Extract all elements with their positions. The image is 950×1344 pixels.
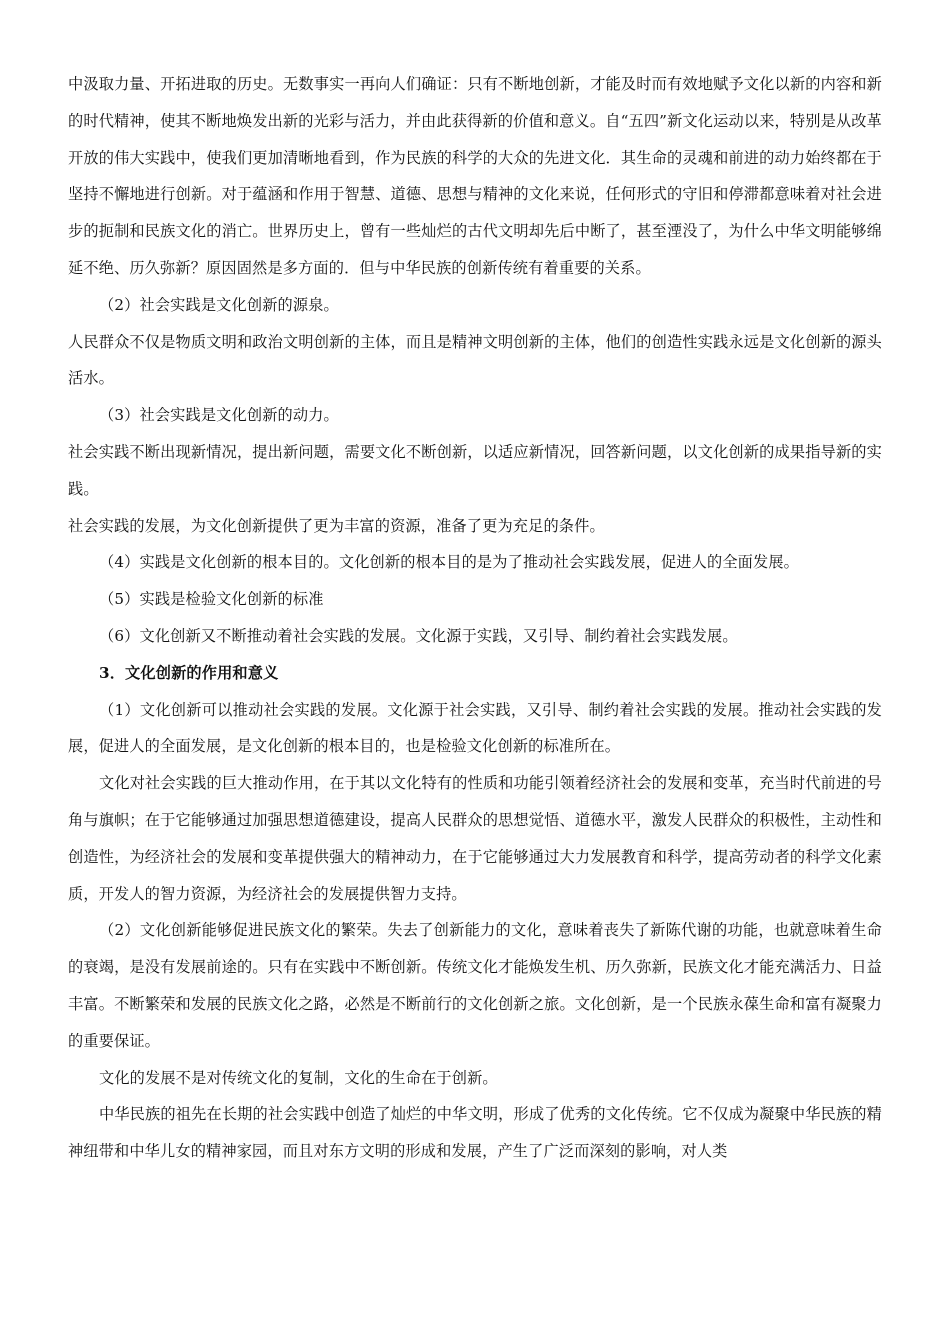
point-3-body-2: 社会实践的发展，为文化创新提供了更为丰富的资源，准备了更为充足的条件。 bbox=[68, 516, 605, 535]
chinese-civilization-paragraph: 中华民族的祖先在长期的社会实践中创造了灿烂的中华文明，形成了优秀的文化传统。它不仅成为凝聚中华民族的精神纽带和中华儿女的精神家园，而且对东方文明的形成和发展，产生了广泛而深刻的影响，对人类 bbox=[68, 1105, 882, 1161]
role-1-detail: 文化对社会实践的巨大推动作用，在于其以文化特有的性质和功能引领着经济社会的发展和变革，充当时代前进的号角与旗帜；在于它能够通过加强思想道德建设，提高人民群众的思想觉悟、道德水平，激发人民群众的积极性，主动性和创造性，为经济社会的发展和变革提供强大的精神动力，在于它能够通过大力发展教育和科学，提高劳动者的科学文化素质，开发人的智力资源，为经济社会的发展提供智力支持。 bbox=[68, 774, 882, 903]
culture-life-statement: 文化的发展不是对传统文化的复制，文化的生命在于创新。 bbox=[99, 1068, 498, 1087]
point-2-heading: （2）社会实践是文化创新的源泉。 bbox=[99, 295, 339, 314]
point-3-heading: （3）社会实践是文化创新的动力。 bbox=[99, 406, 339, 425]
document-page bbox=[68, 66, 882, 1170]
section-3-heading: 3．文化创新的作用和意义 bbox=[99, 663, 279, 682]
role-2-paragraph: （2）文化创新能够促进民族文化的繁荣。失去了创新能力的文化，意味着丧失了新陈代谢的功能，也就意味着生命的衰竭，是没有发展前途的。只有在实践中不断创新。传统文化才能焕发生机、历久弥新，民族文化才能充满活力、日益丰富。不断繁荣和发展的民族文化之路，必然是不断前行的文化创新之旅。文化创新，是一个民族永葆生命和富有凝聚力的重要保证。 bbox=[68, 921, 882, 1050]
paragraph-history-innovation: 中汲取力量、开拓进取的历史。无数事实一再向人们确证：只有不断地创新，才能及时而有效地赋予文化以新的内容和新的时代精神，使其不断地焕发出新的光彩与活力，并由此获得新的价值和意义。自“五四”新文化运动以来，特别是从改革开放的伟大实践中，使我们更加清晰地看到，作为民族的科学的大众的先进文化．其生命的灵魂和前进的动力始终都在于坚持不懈地进行创新。对于蕴涵和作用于智慧、道德、思想与精神的文化来说，任何形式的守旧和停滞都意味着对社会进步的扼制和民族文化的消亡。世界历史上，曾有一些灿烂的古代文明却先后中断了，甚至湮没了，为什么中华文明能够绵延不绝、历久弥新？原因固然是多方面的．但与中华民族的创新传统有着重要的关系。 bbox=[68, 75, 882, 277]
role-1-paragraph: （1）文化创新可以推动社会实践的发展。文化源于社会实践，又引导、制约着社会实践的发展。推动社会实践的发展，促进人的全面发展，是文化创新的根本目的，也是检验文化创新的标准所在。 bbox=[68, 700, 882, 756]
point-6: （6）文化创新又不断推动着社会实践的发展。文化源于实践，又引导、制约着社会实践发展。 bbox=[99, 626, 738, 645]
point-2-body: 人民群众不仅是物质文明和政治文明创新的主体，而且是精神文明创新的主体，他们的创造性实践永远是文化创新的源头活水。 bbox=[68, 332, 882, 388]
point-4: （4）实践是文化创新的根本目的。文化创新的根本目的是为了推动社会实践发展，促进人的全面发展。 bbox=[99, 553, 799, 572]
point-5: （5）实践是检验文化创新的标准 bbox=[99, 590, 324, 609]
point-3-body-1: 社会实践不断出现新情况，提出新问题，需要文化不断创新，以适应新情况，回答新问题，以文化创新的成果指导新的实践。 bbox=[68, 442, 882, 498]
